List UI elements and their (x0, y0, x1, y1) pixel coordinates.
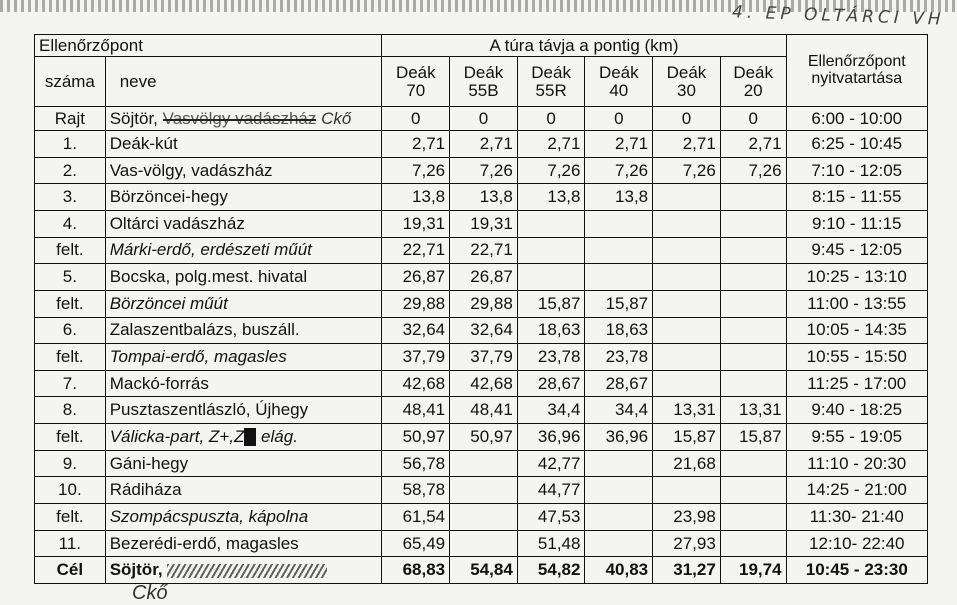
opening-time: 10:05 - 14:35 (786, 317, 927, 344)
distance-cell (450, 504, 518, 531)
handwritten-header-note: 4. EP OLTÁRCI VH (732, 2, 946, 30)
distance-cell (585, 450, 653, 477)
distance-cell (517, 264, 585, 291)
distance-cell (450, 530, 518, 557)
distance-cell: 2,71 (653, 131, 721, 158)
distance-cell (720, 504, 786, 531)
distance-cell: 2,71 (382, 131, 450, 158)
table-row (35, 290, 928, 317)
distance-cell: 48,41 (382, 397, 450, 424)
start-time: 6:00 - 10:00 (786, 107, 927, 131)
distance-cell: 36,96 (517, 424, 585, 451)
distance-cell (720, 290, 786, 317)
route-line1: Deák (666, 62, 707, 82)
distance-cell: 13,31 (653, 397, 721, 424)
distance-cell: 21,68 (653, 450, 721, 477)
distance-cell: 50,97 (450, 424, 518, 451)
distance-cell (585, 530, 653, 557)
distance-cell: 28,67 (585, 370, 653, 397)
distance-cell (720, 317, 786, 344)
distance-cell (653, 344, 721, 371)
distance-cell (653, 184, 721, 211)
table-row (35, 450, 928, 477)
distance-cell: 42,77 (517, 450, 585, 477)
distance-cell: 7,26 (585, 157, 653, 184)
distance-cell: 54,82 (517, 557, 585, 584)
row-index: felt. (35, 424, 106, 451)
route-line2: 55B (468, 80, 499, 100)
row-index: 9. (35, 450, 106, 477)
opening-time: 10:45 - 23:30 (786, 557, 927, 584)
route-line1: Deák (395, 62, 436, 82)
row-name: Oltárci vadászház (105, 210, 382, 237)
header-opening-hours (786, 35, 927, 107)
distance-cell (720, 477, 786, 504)
distance-cell (585, 210, 653, 237)
distance-cell: 40,83 (585, 557, 653, 584)
distance-cell: 48,41 (450, 397, 518, 424)
distance-cell: 15,87 (585, 290, 653, 317)
row-index: 1. (35, 131, 106, 158)
table-row (35, 210, 928, 237)
scribbled-out-text (167, 564, 327, 578)
distance-cell: 32,64 (382, 317, 450, 344)
distance-cell: 42,68 (450, 370, 518, 397)
distance-cell: 13,31 (720, 397, 786, 424)
route-line1: Deák (598, 62, 639, 82)
start-value-5: 0 (720, 107, 786, 131)
row-name: Börzöncei műút (105, 290, 382, 317)
distance-cell: 23,78 (585, 344, 653, 371)
distance-cell (653, 317, 721, 344)
finish-name-prefix: Söjtör, (109, 560, 163, 580)
opening-time: 11:00 - 13:55 (786, 290, 927, 317)
distance-cell: 26,87 (450, 264, 518, 291)
start-value-1: 0 (450, 107, 518, 131)
distance-cell: 2,71 (585, 131, 653, 158)
row-index: felt. (35, 504, 106, 531)
distance-cell: 31,27 (653, 557, 721, 584)
distance-cell: 13,8 (517, 184, 585, 211)
route-line1: Deák (733, 62, 774, 82)
row-index: 2. (35, 157, 106, 184)
table-row (35, 344, 928, 371)
opening-time: 9:10 - 11:15 (786, 210, 927, 237)
distance-cell (720, 210, 786, 237)
distance-cell: 36,96 (585, 424, 653, 451)
header-checkpoint: Ellenőrzőpont (35, 35, 382, 57)
row-name-suffix: elág. (256, 426, 298, 446)
distance-cell: 37,79 (450, 344, 518, 371)
header-route-5 (720, 57, 786, 107)
header-route-4 (653, 57, 721, 107)
table-row (35, 397, 928, 424)
distance-cell: 68,83 (382, 557, 450, 584)
table-row (35, 504, 928, 531)
row-index: Cél (35, 557, 106, 584)
distance-cell: 7,26 (720, 157, 786, 184)
table-row (35, 157, 928, 184)
distance-cell (450, 450, 518, 477)
row-index: felt. (35, 290, 106, 317)
handwritten-bottom-note: Ckő (132, 582, 168, 604)
distance-cell: 13,8 (382, 184, 450, 211)
row-index: 3. (35, 184, 106, 211)
distance-cell: 19,31 (382, 210, 450, 237)
row-name-start (105, 107, 382, 131)
row-index: 4. (35, 210, 106, 237)
distance-cell (720, 450, 786, 477)
row-name: Deák-kút (105, 131, 382, 158)
distance-cell (720, 370, 786, 397)
distance-cell: 61,54 (382, 504, 450, 531)
row-index: felt. (35, 344, 106, 371)
distance-cell: 56,78 (382, 450, 450, 477)
distance-cell: 58,78 (382, 477, 450, 504)
distance-cell (585, 504, 653, 531)
distance-cell (720, 237, 786, 264)
row-index: 6. (35, 317, 106, 344)
route-line1: Deák (531, 62, 571, 82)
distance-cell: 15,87 (517, 290, 585, 317)
row-name: Szompácspuszta, kápolna (105, 504, 382, 531)
distance-cell: 34,4 (517, 397, 585, 424)
start-value-2: 0 (517, 107, 585, 131)
distance-cell: 42,68 (382, 370, 450, 397)
distance-cell: 29,88 (450, 290, 518, 317)
row-name: Márki-erdő, erdészeti műút (105, 237, 382, 264)
header-number: száma (35, 57, 106, 107)
header-distance: A túra távja a pontig (km) (382, 35, 786, 57)
distance-cell: 7,26 (382, 157, 450, 184)
distance-cell: 22,71 (382, 237, 450, 264)
header-route-3 (585, 57, 653, 107)
distance-cell: 19,31 (450, 210, 518, 237)
distance-cell: 22,71 (450, 237, 518, 264)
row-index: Rajt (35, 107, 106, 131)
row-index: 7. (35, 370, 106, 397)
route-line2: 40 (609, 80, 629, 100)
start-value-4: 0 (653, 107, 721, 131)
start-name-struck: Vasvölgy vadászház (162, 108, 317, 128)
opening-time: 11:25 - 17:00 (786, 370, 927, 397)
distance-cell: 7,26 (450, 157, 518, 184)
route-line2: 30 (677, 80, 696, 100)
distance-cell: 19,74 (720, 557, 786, 584)
opening-time: 9:45 - 12:05 (786, 237, 927, 264)
distance-cell: 28,67 (517, 370, 585, 397)
start-value-0: 0 (382, 107, 450, 131)
opening-time: 6:25 - 10:45 (786, 131, 927, 158)
opening-time: 12:10- 22:40 (786, 530, 927, 557)
row-name: Tompai-erdő, magasles (105, 344, 382, 371)
row-name: Gáni-hegy (105, 450, 382, 477)
distance-cell: 65,49 (382, 530, 450, 557)
distance-cell (585, 264, 653, 291)
header-route-0 (382, 57, 450, 107)
distance-cell (585, 477, 653, 504)
distance-cell: 2,71 (517, 131, 585, 158)
distance-cell (517, 210, 585, 237)
start-name-prefix: Söjtör, (109, 108, 158, 128)
row-name: Börzöncei-hegy (105, 184, 382, 211)
table-row (35, 424, 928, 451)
row-index: 5. (35, 264, 106, 291)
row-name: Mackó-forrás (105, 370, 382, 397)
distance-cell (585, 237, 653, 264)
opening-time: 10:25 - 13:10 (786, 264, 927, 291)
route-line2: 20 (743, 80, 763, 100)
row-index: felt. (35, 237, 106, 264)
distance-cell: 26,87 (382, 264, 450, 291)
table-row-finish (35, 557, 928, 584)
opening-time: 7:10 - 12:05 (786, 157, 927, 184)
row-index: 10. (35, 477, 106, 504)
table-row (35, 370, 928, 397)
row-index: 8. (35, 397, 106, 424)
distance-cell (653, 264, 721, 291)
row-name: Rádiháza (105, 477, 382, 504)
route-line1: Deák (463, 62, 504, 82)
distance-cell: 18,63 (585, 317, 653, 344)
header-opening-line2: nyitvatartása (811, 69, 903, 87)
opening-time: 11:10 - 20:30 (786, 450, 927, 477)
row-name: Zalaszentbalázs, buszáll. (105, 317, 382, 344)
distance-cell (653, 477, 721, 504)
distance-cell: 37,79 (382, 344, 450, 371)
header-route-2 (517, 57, 585, 107)
row-name: Bezerédi-erdő, magasles (105, 530, 382, 557)
table-row (35, 317, 928, 344)
row-name-prefix: Válicka-part, Z+,Z (109, 426, 245, 446)
distance-cell (450, 477, 518, 504)
distance-cell: 7,26 (517, 157, 585, 184)
distance-cell: 15,87 (653, 424, 721, 451)
start-value-3: 0 (585, 107, 653, 131)
header-opening-line1: Ellenőrzőpont (807, 52, 906, 70)
table-row-start (35, 107, 928, 131)
table-row (35, 477, 928, 504)
distance-cell: 27,93 (653, 530, 721, 557)
distance-cell: 15,87 (720, 424, 786, 451)
distance-cell: 54,84 (450, 557, 518, 584)
table-row (35, 237, 928, 264)
row-name (105, 424, 382, 451)
opening-time: 11:30- 21:40 (786, 504, 927, 531)
table-row (35, 184, 928, 211)
distance-cell (517, 237, 585, 264)
distance-cell: 23,78 (517, 344, 585, 371)
checkpoint-table (34, 34, 928, 584)
row-name: Vas-völgy, vadászház (105, 157, 382, 184)
distance-cell: 23,98 (653, 504, 721, 531)
redaction-mark (244, 428, 256, 446)
opening-time: 9:40 - 18:25 (786, 397, 927, 424)
distance-cell (720, 184, 786, 211)
row-name: Pusztaszentlászló, Újhegy (105, 397, 382, 424)
opening-time: 8:15 - 11:55 (786, 184, 927, 211)
start-name-handwritten: Ckő (321, 108, 352, 128)
distance-cell: 2,71 (450, 131, 518, 158)
distance-cell: 29,88 (382, 290, 450, 317)
distance-cell (653, 210, 721, 237)
distance-cell (653, 370, 721, 397)
table-row (35, 530, 928, 557)
distance-cell: 13,8 (450, 184, 518, 211)
distance-cell: 44,77 (517, 477, 585, 504)
distance-cell (720, 264, 786, 291)
opening-time: 14:25 - 21:00 (786, 477, 927, 504)
distance-cell: 50,97 (382, 424, 450, 451)
route-line2: 55R (535, 80, 567, 100)
distance-cell: 47,53 (517, 504, 585, 531)
distance-cell: 18,63 (517, 317, 585, 344)
distance-cell: 34,4 (585, 397, 653, 424)
row-name: Bocska, polg.mest. hivatal (105, 264, 382, 291)
row-index: 11. (35, 530, 106, 557)
table-row (35, 264, 928, 291)
row-name-finish (105, 557, 382, 584)
distance-cell (653, 237, 721, 264)
distance-cell: 32,64 (450, 317, 518, 344)
opening-time: 9:55 - 19:05 (786, 424, 927, 451)
distance-cell: 13,8 (585, 184, 653, 211)
distance-cell (720, 344, 786, 371)
opening-time: 10:55 - 15:50 (786, 344, 927, 371)
distance-cell (653, 290, 721, 317)
distance-cell: 2,71 (720, 131, 786, 158)
distance-cell (720, 530, 786, 557)
header-name: neve (105, 57, 382, 107)
distance-cell: 51,48 (517, 530, 585, 557)
header-route-1 (450, 57, 518, 107)
route-line2: 70 (406, 80, 426, 100)
table-row (35, 131, 928, 158)
distance-cell: 7,26 (653, 157, 721, 184)
